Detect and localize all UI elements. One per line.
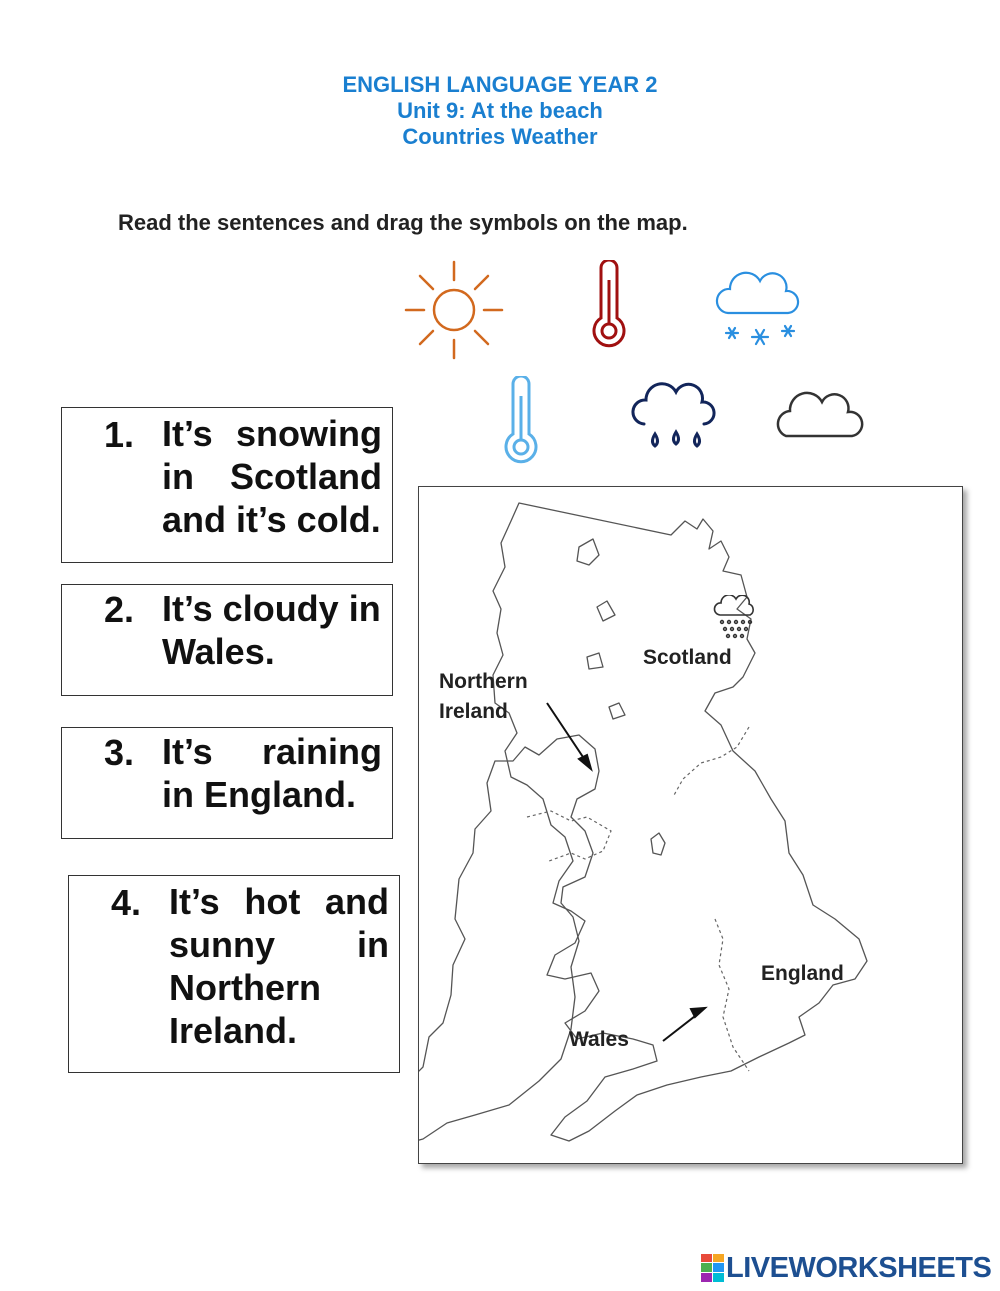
cloud-icon[interactable]	[772, 384, 868, 444]
label-england: England	[761, 962, 844, 985]
label-northern-ireland-line1: Northern	[439, 670, 528, 693]
thermometer-cold-icon[interactable]	[496, 376, 546, 472]
sentence-number: 2.	[104, 589, 135, 630]
sentence-card-1	[61, 407, 393, 563]
sentence-number: 3.	[104, 732, 135, 773]
rain-cloud-icon[interactable]	[630, 378, 722, 458]
thermometer-hot-icon[interactable]	[584, 260, 634, 356]
sentence-card-4	[68, 875, 400, 1073]
sentence-text: It’s cloudy in Wales.	[162, 588, 381, 672]
sentence-card-3	[61, 727, 393, 839]
sentence-number: 4.	[111, 882, 142, 923]
header-unit: Unit 9: At the beach	[397, 98, 603, 123]
label-scotland: Scotland	[643, 646, 732, 669]
instruction-text: Read the sentences and drag the symbols on the map.	[118, 210, 688, 235]
sentence-card-2	[61, 584, 393, 696]
sentence-text: It’s hot and sunny in Northern Ireland.	[169, 881, 389, 1051]
header-title: ENGLISH LANGUAGE YEAR 2	[342, 72, 658, 97]
snow-cloud-icon[interactable]	[714, 265, 806, 351]
header-topic: Countries Weather	[402, 124, 598, 149]
worksheet-header	[0, 72, 1000, 150]
uk-map[interactable]	[418, 486, 963, 1164]
map-arrows	[419, 487, 962, 1163]
logo-mark-icon	[700, 1253, 726, 1283]
sentence-number: 1.	[104, 414, 135, 455]
liveworksheets-logo	[700, 1253, 991, 1283]
label-wales: Wales	[569, 1028, 629, 1051]
sentence-text: It’s raining in England.	[162, 731, 382, 815]
sentence-text: It’s snowing in Scotland and it’s cold.	[162, 413, 382, 540]
sun-icon[interactable]	[402, 258, 506, 362]
logo-text: LIVEWORKSHEETS	[726, 1251, 992, 1284]
label-northern-ireland-line2: Ireland	[439, 700, 508, 723]
